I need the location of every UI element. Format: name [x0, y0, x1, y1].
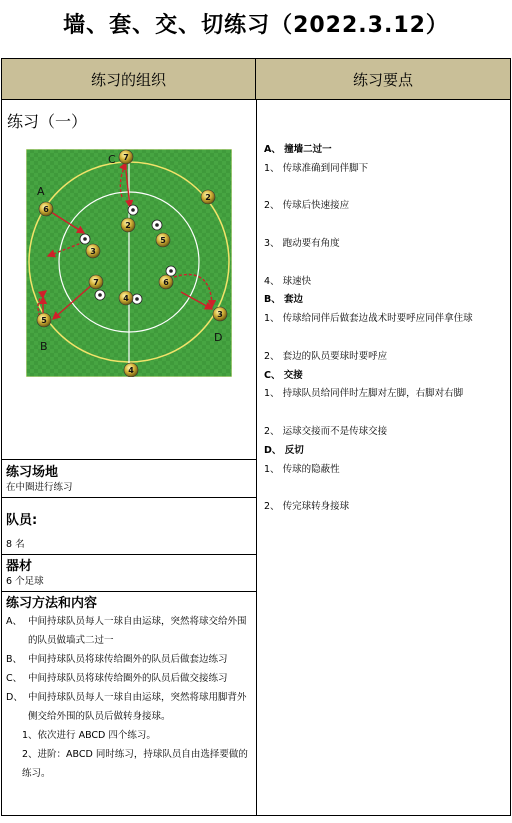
svg-text:4: 4	[128, 366, 134, 375]
method-list	[6, 612, 252, 783]
key-point-item: 1、 传球准确到同伴脚下	[264, 162, 369, 174]
equipment-text: 6 个足球	[6, 576, 44, 587]
key-point-spacer	[264, 479, 509, 498]
svg-text:7: 7	[93, 278, 99, 287]
venue-text: 在中圈进行练习	[6, 482, 73, 493]
venue-label: 练习场地	[6, 465, 59, 480]
player-7-top	[119, 150, 133, 164]
key-point-section: C、 交接	[264, 369, 303, 381]
header-key-points: 练习要点	[256, 59, 510, 100]
row-divider	[2, 459, 256, 460]
svg-text:6: 6	[163, 278, 169, 287]
training-plan-table	[1, 58, 511, 816]
row-divider	[2, 497, 256, 498]
method-item: D、 中间持球队员每人一球自由运球，突然将球用脚背外侧交给外围的队员后做转身接球。	[6, 692, 247, 722]
corner-label-c: C	[108, 153, 116, 166]
soccer-ball-icon	[132, 294, 142, 304]
page-title: 墙、套、交、切练习（2022.3.12）	[63, 13, 449, 38]
soccer-ball-icon	[95, 290, 105, 300]
svg-text:3: 3	[217, 310, 223, 319]
key-point-item: 4、 球速快	[264, 275, 312, 287]
corner-label-b: B	[40, 340, 48, 353]
player-5-left	[37, 313, 51, 327]
key-point-item: 2、 套边的队员要球时要呼应	[264, 350, 388, 362]
method-item: C、 中间持球队员将球传给圈外的队员后做交接练习	[6, 673, 228, 684]
key-point-item: 2、 运球交接而不是传球交接	[264, 425, 388, 437]
player-3-right	[213, 307, 227, 321]
equipment-label: 器材	[6, 559, 33, 574]
soccer-ball-icon	[80, 234, 90, 244]
key-point-item: 1、 传球的隐蔽性	[264, 463, 340, 475]
key-point-item: 2、 传球后快速接应	[264, 200, 350, 212]
soccer-ball-icon	[152, 220, 162, 230]
key-point-section: A、 撞墙二过一	[264, 144, 332, 155]
player-2-center	[121, 218, 135, 232]
corner-label-a: A	[37, 185, 45, 198]
method-note: 1、依次进行 ABCD 四个练习。	[22, 730, 156, 741]
player-2-right	[201, 190, 215, 204]
players-text: 8 名	[6, 539, 25, 550]
player-3-inner	[86, 244, 100, 258]
column-divider	[256, 100, 257, 816]
key-point-item: 2、 传完球转身接球	[264, 501, 350, 513]
method-label: 练习方法和内容	[6, 596, 98, 611]
header-organization: 练习的组织	[2, 59, 256, 100]
key-point-spacer	[264, 254, 509, 273]
svg-text:4: 4	[123, 294, 129, 303]
key-point-section: B、 套边	[264, 294, 304, 306]
svg-text:3: 3	[90, 247, 96, 256]
exercise-title: 练习（一）	[7, 112, 88, 131]
key-point-section: D、 反切	[264, 444, 304, 456]
method-item: A、 中间持球队员每人一球自由运球，突然将球交给外围的队员做墙式二过一	[6, 616, 247, 646]
players-label: 队员:	[6, 513, 38, 528]
key-point-item: 1、 传球给同伴后做套边战术时要呼应同伴拿住球	[264, 313, 473, 325]
method-item: B、 中间持球队员将球传给圈外的队员后做套边练习	[6, 654, 228, 665]
method-note: 2、进阶：ABCD 同时练习，持球队员自由选择要做的练习。	[22, 749, 248, 779]
svg-text:2: 2	[205, 193, 211, 202]
key-point-spacer	[264, 179, 509, 198]
key-point-item: 1、 持球队员给同伴时左脚对左脚，右脚对右脚	[264, 388, 464, 400]
key-point-item: 3、 跑动要有角度	[264, 237, 340, 249]
player-6-left	[39, 202, 53, 216]
svg-text:7: 7	[123, 153, 129, 162]
soccer-ball-icon	[128, 205, 138, 215]
corner-label-d: D	[214, 331, 223, 344]
player-4-center	[119, 291, 133, 305]
key-point-spacer	[264, 329, 509, 348]
row-divider	[2, 554, 256, 555]
player-5-inner	[156, 233, 170, 247]
pitch-diagram	[26, 149, 232, 377]
soccer-ball-icon	[166, 266, 176, 276]
svg-text:6: 6	[43, 205, 49, 214]
svg-text:2: 2	[125, 221, 131, 230]
svg-text:5: 5	[160, 236, 166, 245]
svg-text:5: 5	[41, 316, 47, 325]
player-4-bottom	[124, 363, 138, 377]
key-point-spacer	[264, 216, 509, 235]
key-points-list	[264, 141, 509, 517]
player-6-inner	[159, 275, 173, 289]
player-7-inner	[89, 275, 103, 289]
key-point-spacer	[264, 404, 509, 423]
